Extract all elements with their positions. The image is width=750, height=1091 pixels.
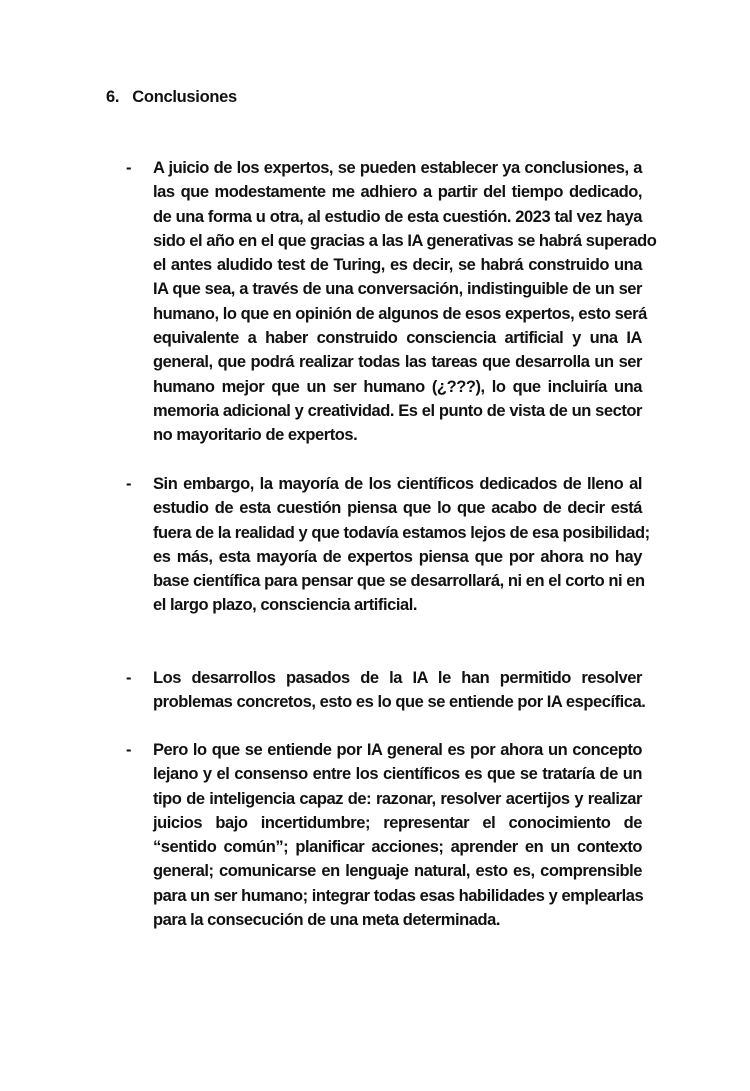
section-heading — [106, 88, 237, 107]
text-line: Los desarrollos pasados de la IA le han permitido resolver — [153, 669, 642, 687]
bullet-item-specific-ai — [126, 666, 646, 715]
text-line: para la consecución de una meta determinada. — [153, 911, 500, 930]
text-line: el largo plazo, consciencia artificial. — [153, 596, 417, 615]
text-line: no mayoritario de expertos. — [153, 426, 358, 445]
text-line: estudio de esta cuestión piensa que lo que acabo de decir está — [153, 499, 642, 518]
bullet-text — [153, 666, 646, 715]
text-line: memoria adicional y creatividad. Es el punto de vista de un sector — [153, 401, 642, 420]
bullet-dash: - — [126, 475, 132, 493]
text-line: humano mejor que un ser humano (¿???), lo que incluiría una — [153, 377, 642, 396]
text-line: juicios bajo incertidumbre; representar el conocimiento de — [153, 813, 642, 832]
bullet-item-experts-conclusions — [126, 156, 657, 448]
section-title: Conclusiones — [132, 88, 237, 106]
text-line: general; comunicarse en lenguaje natural, esto es, comprensible — [153, 862, 642, 881]
bullet-item-majority-scientists — [126, 472, 650, 618]
text-line: sido el año en el que gracias a las IA generativas se habrá superado — [153, 231, 657, 250]
text-line: problemas concretos, esto es lo que se entiende por IA específica. — [153, 693, 646, 712]
text-line: es más, esta mayoría de expertos piensa que por ahora no hay — [153, 547, 642, 566]
text-line: equivalente a haber construido consciencia artificial y una IA — [153, 329, 642, 348]
text-line: general, que podrá realizar todas las tareas que desarrolla un ser — [153, 353, 642, 372]
section-number: 6. — [106, 88, 120, 106]
text-line: tipo de inteligencia capaz de: razonar, resolver acertijos y realizar — [153, 789, 642, 808]
bullet-dash: - — [126, 159, 132, 177]
text-line: lejano y el consenso entre los científicos es que se trataría de un — [153, 765, 642, 784]
text-line: “sentido común”; planificar acciones; aprender en un contexto — [153, 838, 642, 857]
text-line: Pero lo que se entiende por IA general es por ahora un concepto — [153, 741, 642, 759]
text-line: de una forma u otra, al estudio de esta cuestión. 2023 tal vez haya — [153, 207, 642, 226]
text-line: para un ser humano; integrar todas esas habilidades y emplearlas — [153, 886, 644, 905]
text-line: fuera de la realidad y que todavía estamos lejos de esa posibilidad; — [153, 523, 650, 542]
text-line: Sin embargo, la mayoría de los científicos dedicados de lleno al — [153, 475, 642, 493]
bullet-text — [153, 738, 642, 932]
bullet-text — [153, 472, 650, 618]
bullet-item-general-ai — [126, 738, 642, 932]
text-line: IA que sea, a través de una conversación, indistinguible de un ser — [153, 280, 642, 299]
text-line: humano, lo que en opinión de algunos de esos expertos, esto será — [153, 304, 647, 323]
text-line: el antes aludido test de Turing, es decir, se habrá construido una — [153, 256, 642, 275]
text-line: A juicio de los expertos, se pueden establecer ya conclusiones, a — [153, 159, 642, 177]
bullet-dash: - — [126, 741, 132, 759]
text-line: las que modestamente me adhiero a partir del tiempo dedicado, — [153, 183, 642, 202]
bullet-text — [153, 156, 657, 448]
text-line: base científica para pensar que se desarrollará, ni en el corto ni en — [153, 572, 645, 591]
bullet-dash: - — [126, 669, 132, 687]
